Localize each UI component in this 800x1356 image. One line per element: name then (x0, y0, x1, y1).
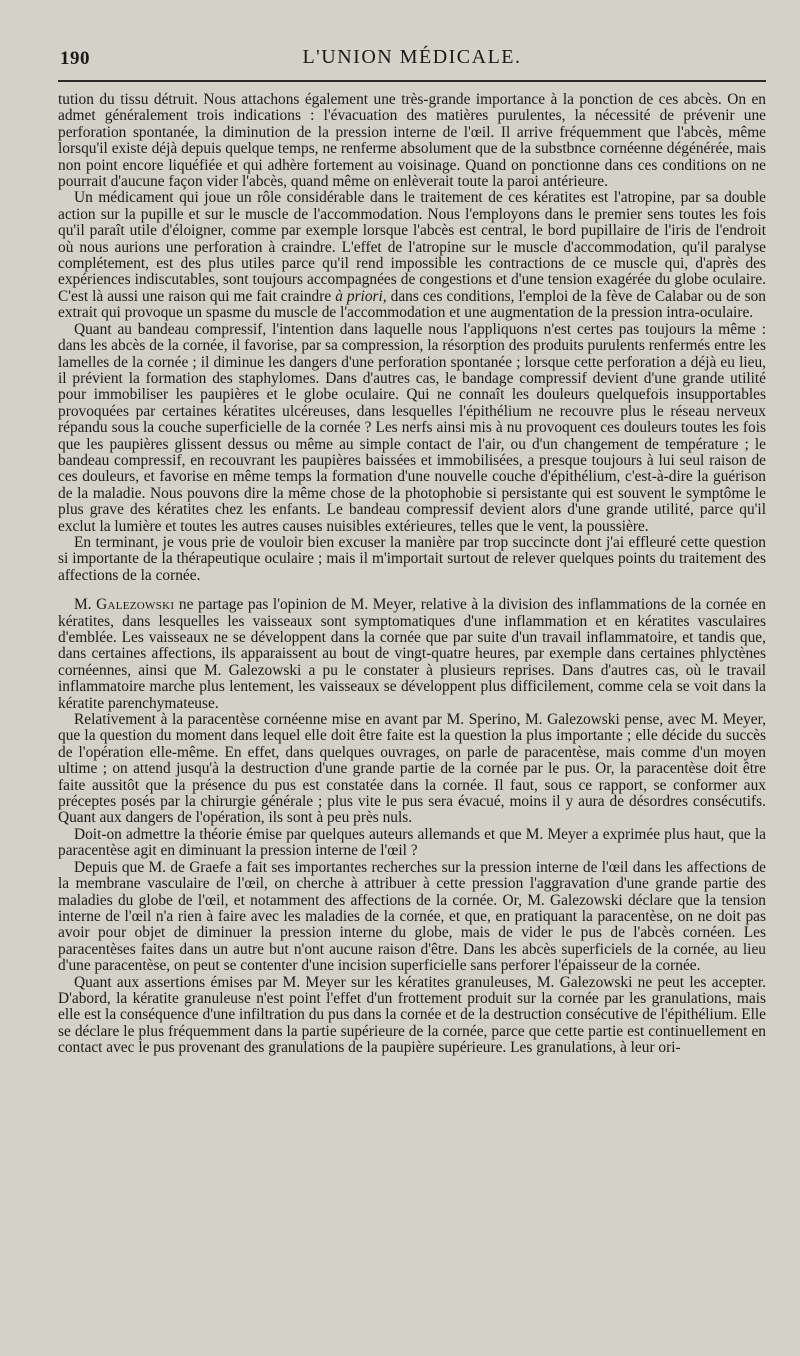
paragraph (58, 322, 766, 535)
paragraph-text: Un médicament qui joue un rôle considérable dans le traitement de ces kératites est l'atropine, par sa double action sur la pupille et sur le muscle de l'accommodation. Nous l'employons dans le premier sens toutes les fois qu'il paraît utile d'éloigner, comme par exemple lorsque l'abcès est central, le bord pupillaire de l'iris de l'endroit où nous aurions une perforation à craindre. L'effet de l'atropine sur le muscle d'accommodation, qu'il paralyse complétement, est des plus utiles parce qu'il rend impossible les contractions de ce muscle qui, d'après des expériences indiscutables, sont toujours accompagnées de congestions et d'une tension exagérée du globe oculaire. C'est là aussi une raison qui me fait craindre (58, 189, 766, 305)
speaker-name: Galezowski (96, 596, 175, 614)
paragraph-text: Relativement à la paracentèse cornéenne mise en avant par M. Sperino, M. Galezowski pense, avec M. Meyer, que la question du moment dans lequel elle doit être faite est la question la plus importante ; elle décide du succès de l'opération elle-même. En effet, dans quelques ouvrages, on parle de paracentèse, mais comme d'un moyen ultime ; on attend jusqu'à la destruction d'une grande partie de la cornée par le pus. Or, la paracentèse doit être faite aussitôt que la présence du pus est constatée dans la cornée. Il faut, sous ce rapport, se conformer aux préceptes posés par la chirurgie générale ; plus vite le pus sera évacué, moins il y aura de désordres consécutifs. Quant aux dangers de l'opération, ils sont à peu près nuls. (58, 711, 766, 827)
paragraph (58, 975, 766, 1057)
paragraph (58, 92, 766, 190)
header-rule (58, 80, 766, 82)
paragraph (58, 860, 766, 975)
italic-phrase: à priori, (335, 287, 387, 305)
article-body (58, 92, 766, 1057)
paragraph (58, 597, 766, 712)
paragraph-text: Quant aux assertions émises par M. Meyer sur les kératites granuleuses, M. Galezowski ne peut les accepter. D'abord, la kératite granuleuse n'est point l'effet d'un frottement produit sur la cornée par les granulations, mais elle est la conséquence d'une infiltration du pus dans la cornée et de la destruction consécutive de l'épithélium. Elle se déclare le plus fréquemment dans la partie supérieure de la cornée, parce que cette partie est continuellement en contact avec le pus provenant des granulations de la paupière supérieure. Les granulations, à leur ori- (58, 973, 766, 1057)
paragraph-text: Quant au bandeau compressif, l'intention dans laquelle nous l'appliquons n'est certes pas toujours la même : dans les abcès de la cornée, il favorise, par sa compression, la résorption des produits purulents renfermés entre les lamelles de la cornée ; il diminue les dangers d'une perforation spontanée ; lorsque cette perforation a déjà eu lieu, il prévient la formation des staphylomes. Dans d'autres cas, le bandage compressif devient d'une grande utilité pour immobiliser les paupières et le globe oculaire. Qui ne connaît les douleurs quelquefois insupportables provoquées par certaines kératites ulcéreuses, dans lesquelles l'épithélium ne recouvre plus le réseau nerveux répandu sous la couche superficielle de la cornée ? Les nerfs ainsi mis à nu provoquent ces douleurs toutes les fois que les paupières glissent dessus ou même au simple contact de l'air, ou d'un changement de température ; le bandeau compressif, en recouvrant les paupières baissées et immobilisées, a presque toujours à lui seul raison de ces douleurs, et favorise en même temps la formation d'une nouvelle couche d'épithélium, c'est-à-dire la guérison de la maladie. Nous pouvons dire la même chose de la photophobie si persistante qui est souvent le symptôme le plus grave des kératites chez les enfants. Le bandeau compressif devient alors d'une grande utilité, parce qu'il exclut la lumière et toutes les autres causes nuisibles extérieures, telles que le vent, la poussière. (58, 320, 766, 535)
paragraph (58, 535, 766, 584)
paragraph-text-continued: dans ces conditions, l'emploi de la fève de Calabar ou de son extrait qui provoque un spasme du muscle de l'accommodation et une augmentation de la pression intra-oculaire. (58, 287, 767, 322)
page-number: 190 (60, 48, 90, 69)
paragraph-text: En terminant, je vous prie de vouloir bien excuser la manière par trop succincte dont j'ai effleuré cette question si importante de la thérapeutique oculaire ; mais il m'importait surtout de relever quelques points du traitement des affections de la cornée. (58, 533, 766, 584)
paragraph (58, 190, 766, 321)
page-header (58, 38, 766, 72)
paragraph-text: tution du tissu détruit. Nous attachons également une très-grande importance à la ponction de ces abcès. On en admet généralement trois indications : l'évacuation des matières purulentes, la nécessité de prévenir une perforation spontanée, la diminution de la pression interne de l'œil. Il arrive fréquemment que l'abcès, même lorsqu'il existe déjà depuis quelque temps, ne renferme absolument que de la substbnce cornéenne dégénérée, mais non point encore liquéfiée et qui adhère fortement au voisinage. Quand on ponctionne dans ces conditions on ne pourrait d'aucune façon vider l'abcès, quand même on enlèverait toute la paroi antérieure. (58, 91, 766, 191)
paragraph-text-continued: ne partage pas l'opinion de M. Meyer, relative à la division des inflammations de la cornée en kératites, dans lesquelles les vaisseaux sont symptomatiques d'une inflammation et en kératites vasculaires d'emblée. Les vaisseaux ne se développent dans la cornée que par suite d'un travail inflammatoire, et tandis que, dans certaines affections, ils apparaissent au bout de vingt-quatre heures, par exemple dans certaines phlyctènes cornéennes, ainsi que M. Galezowski a pu le constater à plusieurs reprises. Dans d'autres cas, où le travail inflammatoire marche plus lentement, les vaisseaux se développent plus difficilement, comme cela se voit dans la kératite parenchymateuse. (58, 596, 766, 712)
running-title: L'UNION MÉDICALE. (302, 46, 522, 68)
speaker-prefix: M. (74, 596, 97, 614)
paragraph-text: Doit-on admettre la théorie émise par quelques auteurs allemands et que M. Meyer a exprimée plus haut, que la paracentèse agit en diminuant la pression interne de l'œil ? (58, 825, 766, 860)
paragraph-text: Depuis que M. de Graefe a fait ses importantes recherches sur la pression interne de l'œil dans les affections de la membrane vasculaire de l'œil, on cherche à attribuer à cette pression l'aggravation d'une grande partie des maladies du globe de l'œil, et notamment des affections de la cornée. Or, M. Galezowski déclare que la tension interne de l'œil n'a rien à faire avec les maladies de la cornée, et que, en pratiquant la paracentèse, on ne doit pas avoir pour objet de diminuer la pression interne du globe, mais de vider le pus de l'abcès cornéen. Les paracentèses faites dans un autre but n'ont aucune raison d'être. Dans les abcès superficiels de la cornée, au lieu d'une paracentèse, on peut se contenter d'une incision superficielle sans perforer l'épaisseur de la cornée. (58, 858, 766, 975)
paragraph (58, 827, 766, 860)
paragraph (58, 712, 766, 827)
